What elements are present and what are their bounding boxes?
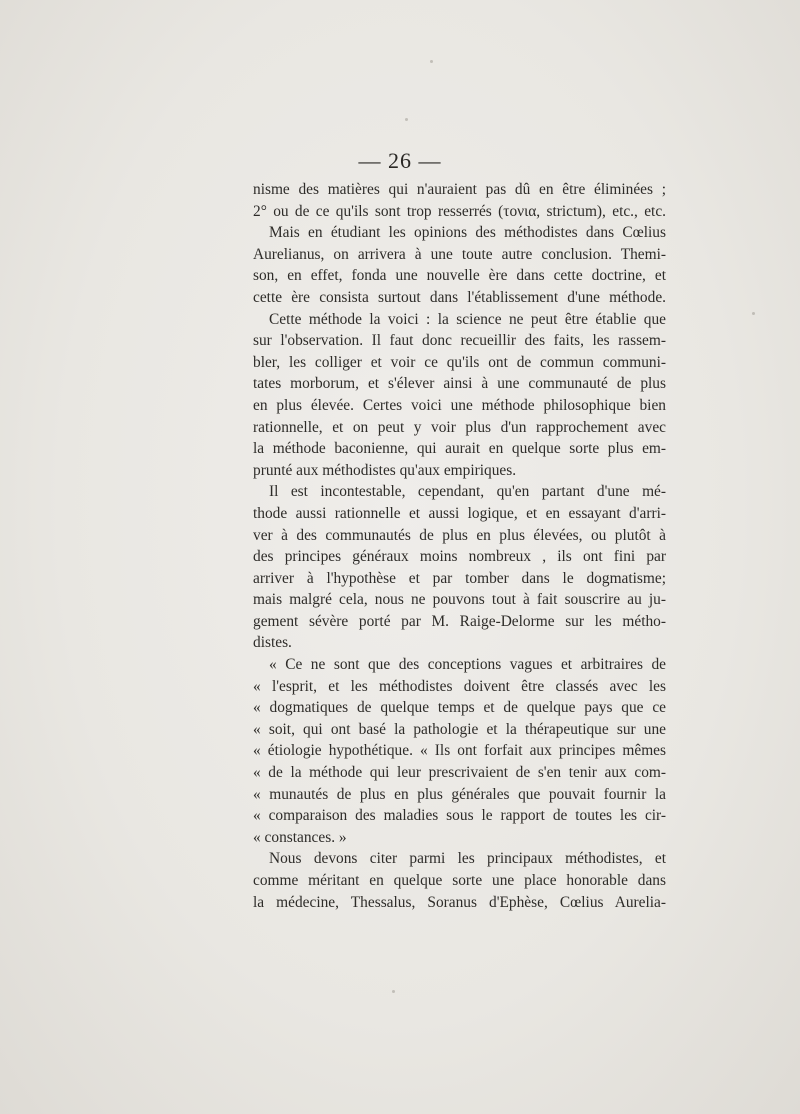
- text-line: en plus élevée. Certes voici une méthode philosophique bien: [253, 396, 666, 414]
- text-line: « munautés de plus en plus générales que pouvait fournir la: [253, 785, 666, 803]
- text-line: Nous devons citer parmi les principaux méthodistes, et: [269, 850, 666, 868]
- text-line: Mais en étudiant les opinions des méthodistes dans Cœlius: [269, 224, 666, 242]
- text-line: ver à des communautés de plus en plus élevées, ou plutôt à: [253, 526, 666, 544]
- text-line: gement sévère porté par M. Raige-Delorme sur les métho-: [253, 612, 666, 630]
- text-line: « Ce ne sont que des conceptions vagues et arbitraires de: [269, 656, 666, 674]
- text-line: 2° ou de ce qu'ils sont trop resserrés (τονια, strictum), etc., etc.: [253, 202, 666, 220]
- text-line: mais malgré cela, nous ne pouvons tout à fait souscrire au ju-: [253, 591, 666, 609]
- text-line: des principes généraux moins nombreux , ils ont fini par: [253, 548, 666, 566]
- text-line: thode aussi rationnelle et aussi logique, et en essayant d'arri-: [253, 504, 666, 522]
- text-line: rationnelle, et on peut y voir plus d'un rapprochement avec: [253, 418, 666, 436]
- paper-speck: [392, 990, 395, 993]
- text-line: la médecine, Thessalus, Soranus d'Ephèse, Cœlius Aurelia-: [253, 893, 666, 911]
- text-line: Il est incontestable, cependant, qu'en partant d'une mé-: [269, 483, 666, 501]
- text-line: arriver à l'hypothèse et par tomber dans le dogmatisme;: [253, 569, 666, 587]
- text-line: « comparaison des maladies sous le rapport de toutes les cir-: [253, 807, 666, 825]
- text-line: « étiologie hypothétique. « Ils ont forfait aux principes mêmes: [253, 742, 666, 760]
- text-line: bler, les colliger et voir ce qu'ils ont de commun communi-: [253, 353, 666, 371]
- text-line: la méthode baconienne, qui aurait en quelque sorte plus em-: [253, 440, 666, 458]
- text-line: cette ère consista surtout dans l'établissement d'une méthode.: [253, 288, 666, 306]
- text-line: tates morborum, et s'élever ainsi à une communauté de plus: [253, 375, 666, 393]
- text-line: « l'esprit, et les méthodistes doivent être classés avec les: [253, 677, 666, 695]
- paper-speck: [752, 312, 755, 315]
- page-number: — 26 —: [358, 148, 442, 173]
- paper-speck: [430, 60, 433, 63]
- text-line: son, en effet, fonda une nouvelle ère dans cette doctrine, et: [253, 267, 666, 285]
- paper-speck: [405, 118, 408, 121]
- text-line: Cette méthode la voici : la science ne peut être établie que: [269, 310, 666, 328]
- text-line: « dogmatiques de quelque temps et de quelque pays que ce: [253, 699, 666, 717]
- text-line: prunté aux méthodistes qu'aux empiriques.: [253, 461, 517, 479]
- text-line: « soit, qui ont basé la pathologie et la thérapeutique sur une: [253, 720, 666, 738]
- text-line: sur l'observation. Il faut donc recueillir des faits, les rassem-: [253, 332, 666, 350]
- text-line: Aurelianus, on arrivera à une toute autre conclusion. Themi-: [253, 245, 666, 263]
- body-text: [253, 179, 666, 913]
- text-line: distes.: [253, 634, 292, 652]
- text-line: « de la méthode qui leur prescrivaient de s'en tenir aux com-: [253, 764, 666, 782]
- text-line: « constances. »: [253, 828, 347, 846]
- text-line: nisme des matières qui n'auraient pas dû en être éliminées ;: [253, 181, 666, 198]
- text-line: comme méritant en quelque sorte une place honorable dans: [253, 872, 666, 889]
